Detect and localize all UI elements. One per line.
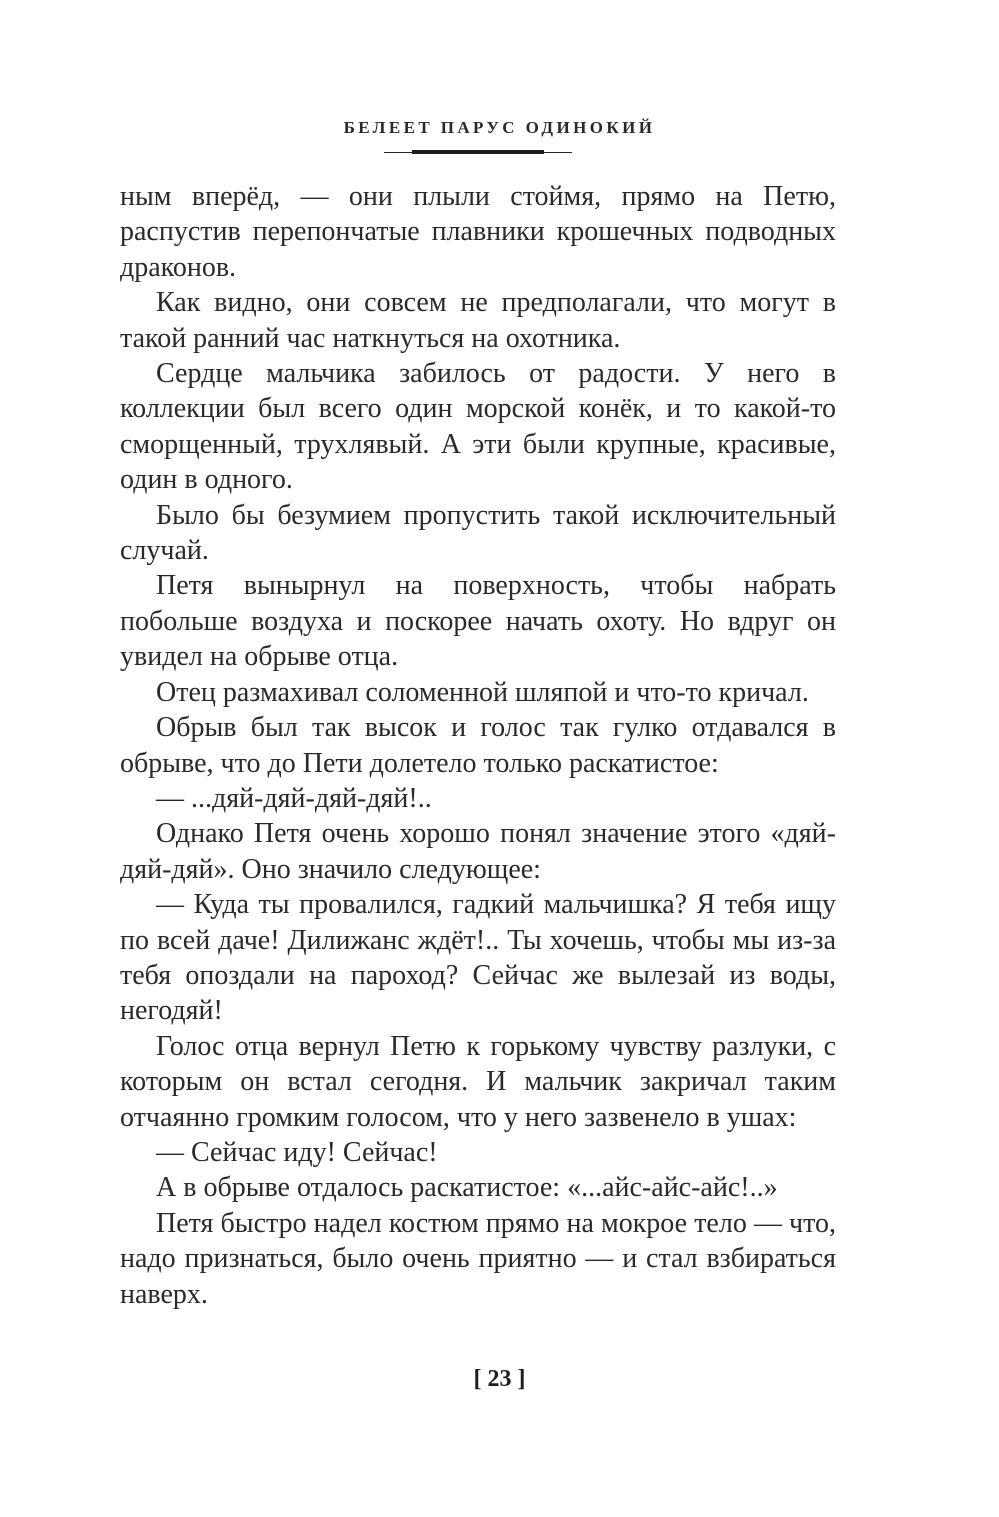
page-number: [ 23 ] [473, 1366, 526, 1392]
dialogue-line: — Куда ты провалился, гадкий мальчишка? Я тебя ищу по всей даче! Дилижанс ждёт!.. Ты хочешь, чтобы мы из-за тебя опоздали на пароход? Сейчас же вылезай из воды, негодяй! [120, 889, 836, 1027]
paragraph: Обрыв был так высок и голос так гулко отдавался в обрыве, что до Пети долетело только раскатистое: [120, 712, 836, 779]
paragraph-continuation: ным вперёд, — они плыли стоймя, прямо на Петю, распустив перепончатые плавники крошечных подводных драконов. [120, 181, 836, 283]
paragraph: Петя вынырнул на поверхность, чтобы набрать побольше воздуха и поскорее начать охоту. Но вдруг он увидел на обрыве отца. [120, 570, 836, 673]
header-divider-accent [412, 150, 544, 154]
page-body-text [120, 179, 836, 1312]
running-header: БЕЛЕЕТ ПАРУС ОДИНОКИЙ [343, 118, 656, 137]
paragraph: Петя быстро надел костюм прямо на мокрое тело — что, надо признаться, было очень приятно — и стал взбираться наверх. [120, 1207, 836, 1310]
paragraph: А в обрыве отдалось раскатистое: «...айс-айс-айс!..» [156, 1172, 778, 1204]
paragraph: Как видно, они совсем не предполагали, что могут в такой ранний час наткнуться на охотника. [120, 287, 836, 354]
paragraph: Сердце мальчика забилось от радости. У него в коллекции был всего один морской конёк, и то какой-то сморщенный, трухлявый. А эти были крупные, красивые, один в одного. [120, 358, 836, 496]
paragraph: Голос отца вернул Петю к горькому чувству разлуки, с которым он встал сегодня. И мальчик закричал таким отчаянно громким голосом, что у него зазвенело в ушах: [120, 1030, 836, 1133]
dialogue-line: — ...дяй-дяй-дяй-дяй!.. [156, 782, 432, 814]
paragraph: Отец размахивал соломенной шляпой и что-то кричал. [156, 676, 809, 708]
dialogue-line: — Сейчас иду! Сейчас! [156, 1136, 438, 1168]
paragraph: Было бы безумием пропустить такой исключительный случай. [120, 499, 836, 567]
paragraph: Однако Петя очень хорошо понял значение этого «дяй-дяй-дяй». Оно значило следующее: [120, 818, 836, 885]
